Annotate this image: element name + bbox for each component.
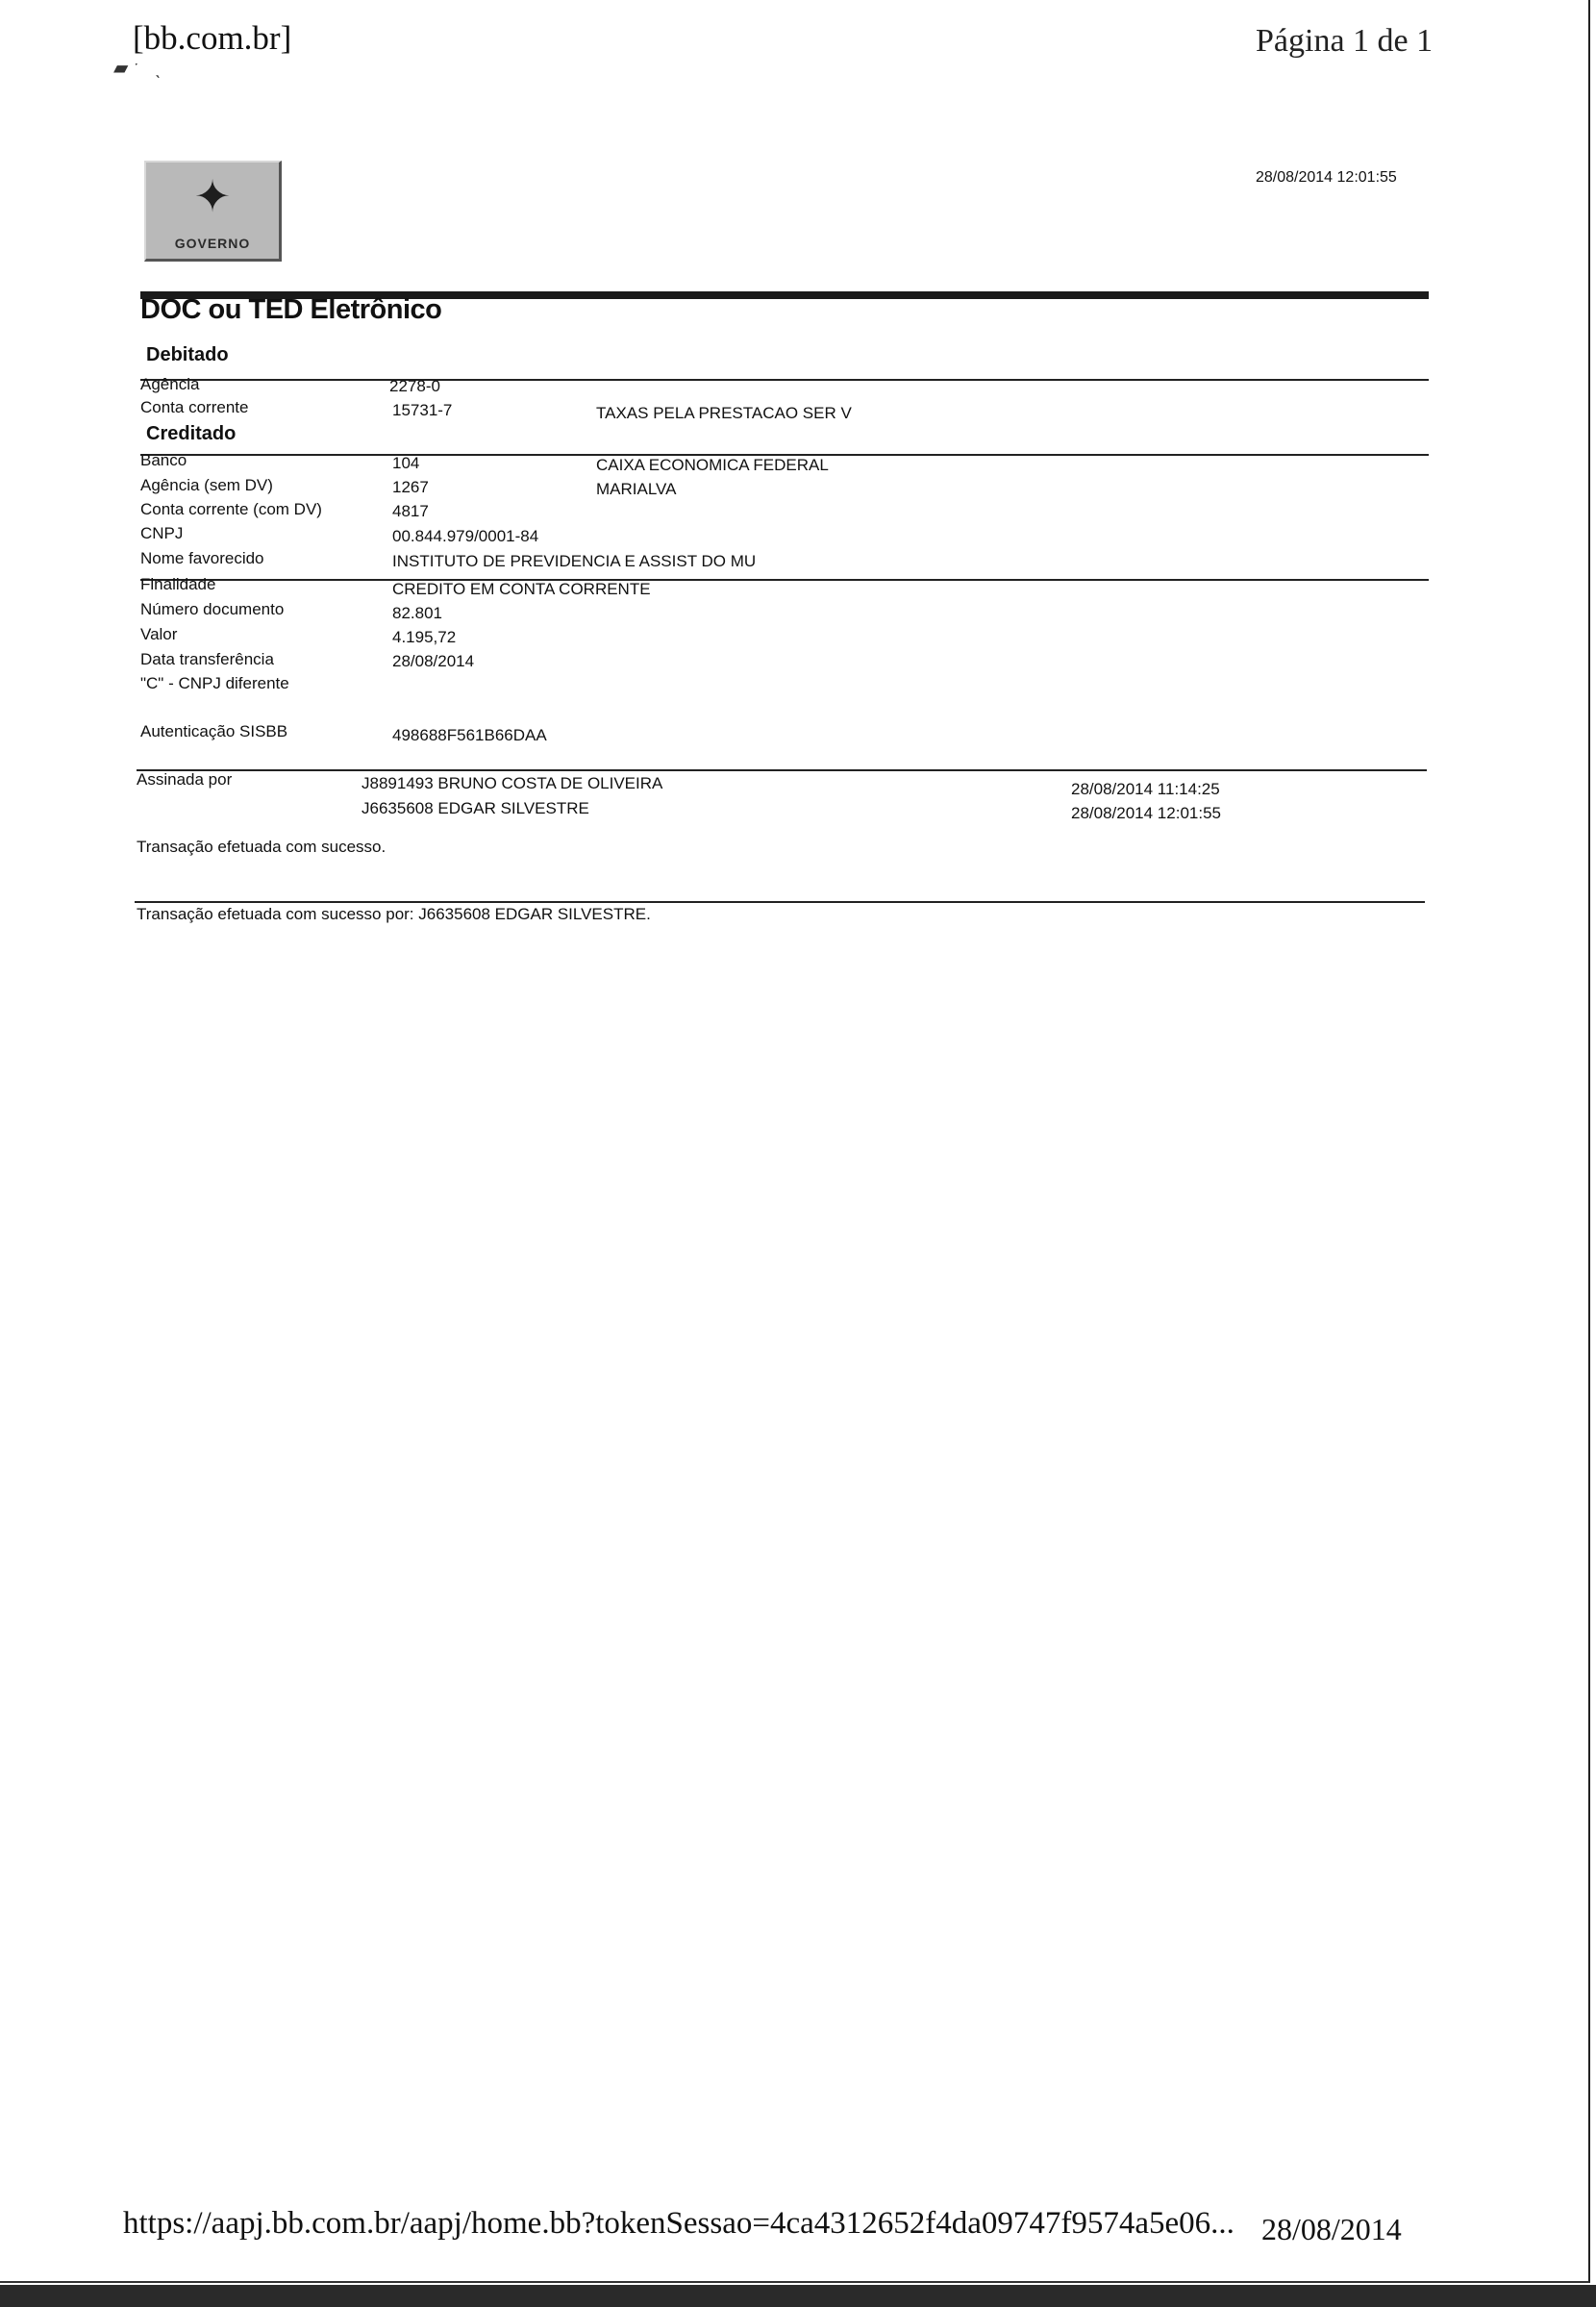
- section-debitado-heading: Debitado: [146, 344, 229, 365]
- data-transferencia-value: 28/08/2014: [392, 652, 475, 670]
- autenticacao-label: Autenticação SISBB: [140, 722, 288, 740]
- divider: [135, 901, 1425, 903]
- print-footer-date: 28/08/2014: [1261, 2212, 1402, 2246]
- signer-1: J8891493 BRUNO COSTA DE OLIVEIRA: [362, 774, 663, 792]
- print-header-page: Página 1 de 1: [1256, 23, 1434, 59]
- signer-2: J6635608 EDGAR SILVESTRE: [362, 799, 589, 817]
- bank-logo-icon: ✦: [193, 171, 232, 221]
- creditado-banco-value: 104: [392, 454, 420, 472]
- debitado-conta-label: Conta corrente: [140, 398, 249, 416]
- status-message: Transação efetuada com sucesso.: [137, 838, 387, 856]
- divider: [140, 579, 1429, 581]
- autenticacao-value: 498688F561B66DAA: [392, 726, 547, 744]
- creditado-banco-name: CAIXA ECONOMICA FEDERAL: [596, 456, 829, 474]
- bank-logo-text: GOVERNO: [174, 236, 251, 251]
- data-transferencia-label: Data transferência: [140, 650, 274, 668]
- bank-logo: [144, 161, 282, 262]
- creditado-agencia-value: 1267: [392, 478, 429, 496]
- document-title: DOC ou TED Eletrônico: [140, 294, 442, 325]
- documento-label: Número documento: [140, 600, 285, 618]
- scan-mark-icon: ▰ ˑ ˎ: [113, 58, 162, 79]
- finalidade-label: Finalidade: [140, 575, 216, 593]
- creditado-banco-label: Banco: [140, 451, 187, 469]
- scan-bottom-strip: [0, 2285, 1596, 2307]
- valor-label: Valor: [140, 625, 178, 643]
- divider: [140, 379, 1429, 381]
- debitado-agencia-value: 2278-0: [389, 377, 440, 395]
- divider: [137, 769, 1427, 771]
- debitado-agencia-label: Agência: [140, 375, 200, 393]
- creditado-cnpj-value: 00.844.979/0001-84: [392, 527, 539, 545]
- signer-1-time: 28/08/2014 11:14:25: [1071, 780, 1220, 798]
- finalidade-value: CREDITO EM CONTA CORRENTE: [392, 580, 651, 598]
- creditado-conta-label: Conta corrente (com DV): [140, 500, 322, 518]
- section-creditado-heading: Creditado: [146, 423, 237, 444]
- creditado-agencia-name: MARIALVA: [596, 480, 677, 498]
- print-header-site: [bb.com.br]: [133, 19, 292, 57]
- assinada-por-label: Assinada por: [137, 770, 233, 789]
- creditado-favorecido-label: Nome favorecido: [140, 549, 264, 567]
- print-footer-url: https://aapj.bb.com.br/aapj/home.bb?tokenSessao=4ca4312652f4da09747f9574a5e06...: [123, 2206, 1234, 2241]
- documento-value: 82.801: [392, 604, 442, 622]
- creditado-conta-value: 4817: [392, 502, 429, 520]
- cnpj-diferente-label: "C" - CNPJ diferente: [140, 674, 289, 692]
- creditado-favorecido-value: INSTITUTO DE PREVIDENCIA E ASSIST DO MU: [392, 552, 757, 570]
- status-message-by: Transação efetuada com sucesso por: J6635608 EDGAR SILVESTRE.: [137, 905, 651, 923]
- report-timestamp: 28/08/2014 12:01:55: [1256, 169, 1397, 186]
- debitado-conta-value: 15731-7: [392, 401, 453, 419]
- debitado-conta-desc: TAXAS PELA PRESTACAO SER V: [596, 404, 852, 422]
- creditado-agencia-label: Agência (sem DV): [140, 476, 273, 494]
- signer-2-time: 28/08/2014 12:01:55: [1071, 804, 1221, 822]
- valor-value: 4.195,72: [392, 628, 457, 646]
- creditado-cnpj-label: CNPJ: [140, 524, 184, 542]
